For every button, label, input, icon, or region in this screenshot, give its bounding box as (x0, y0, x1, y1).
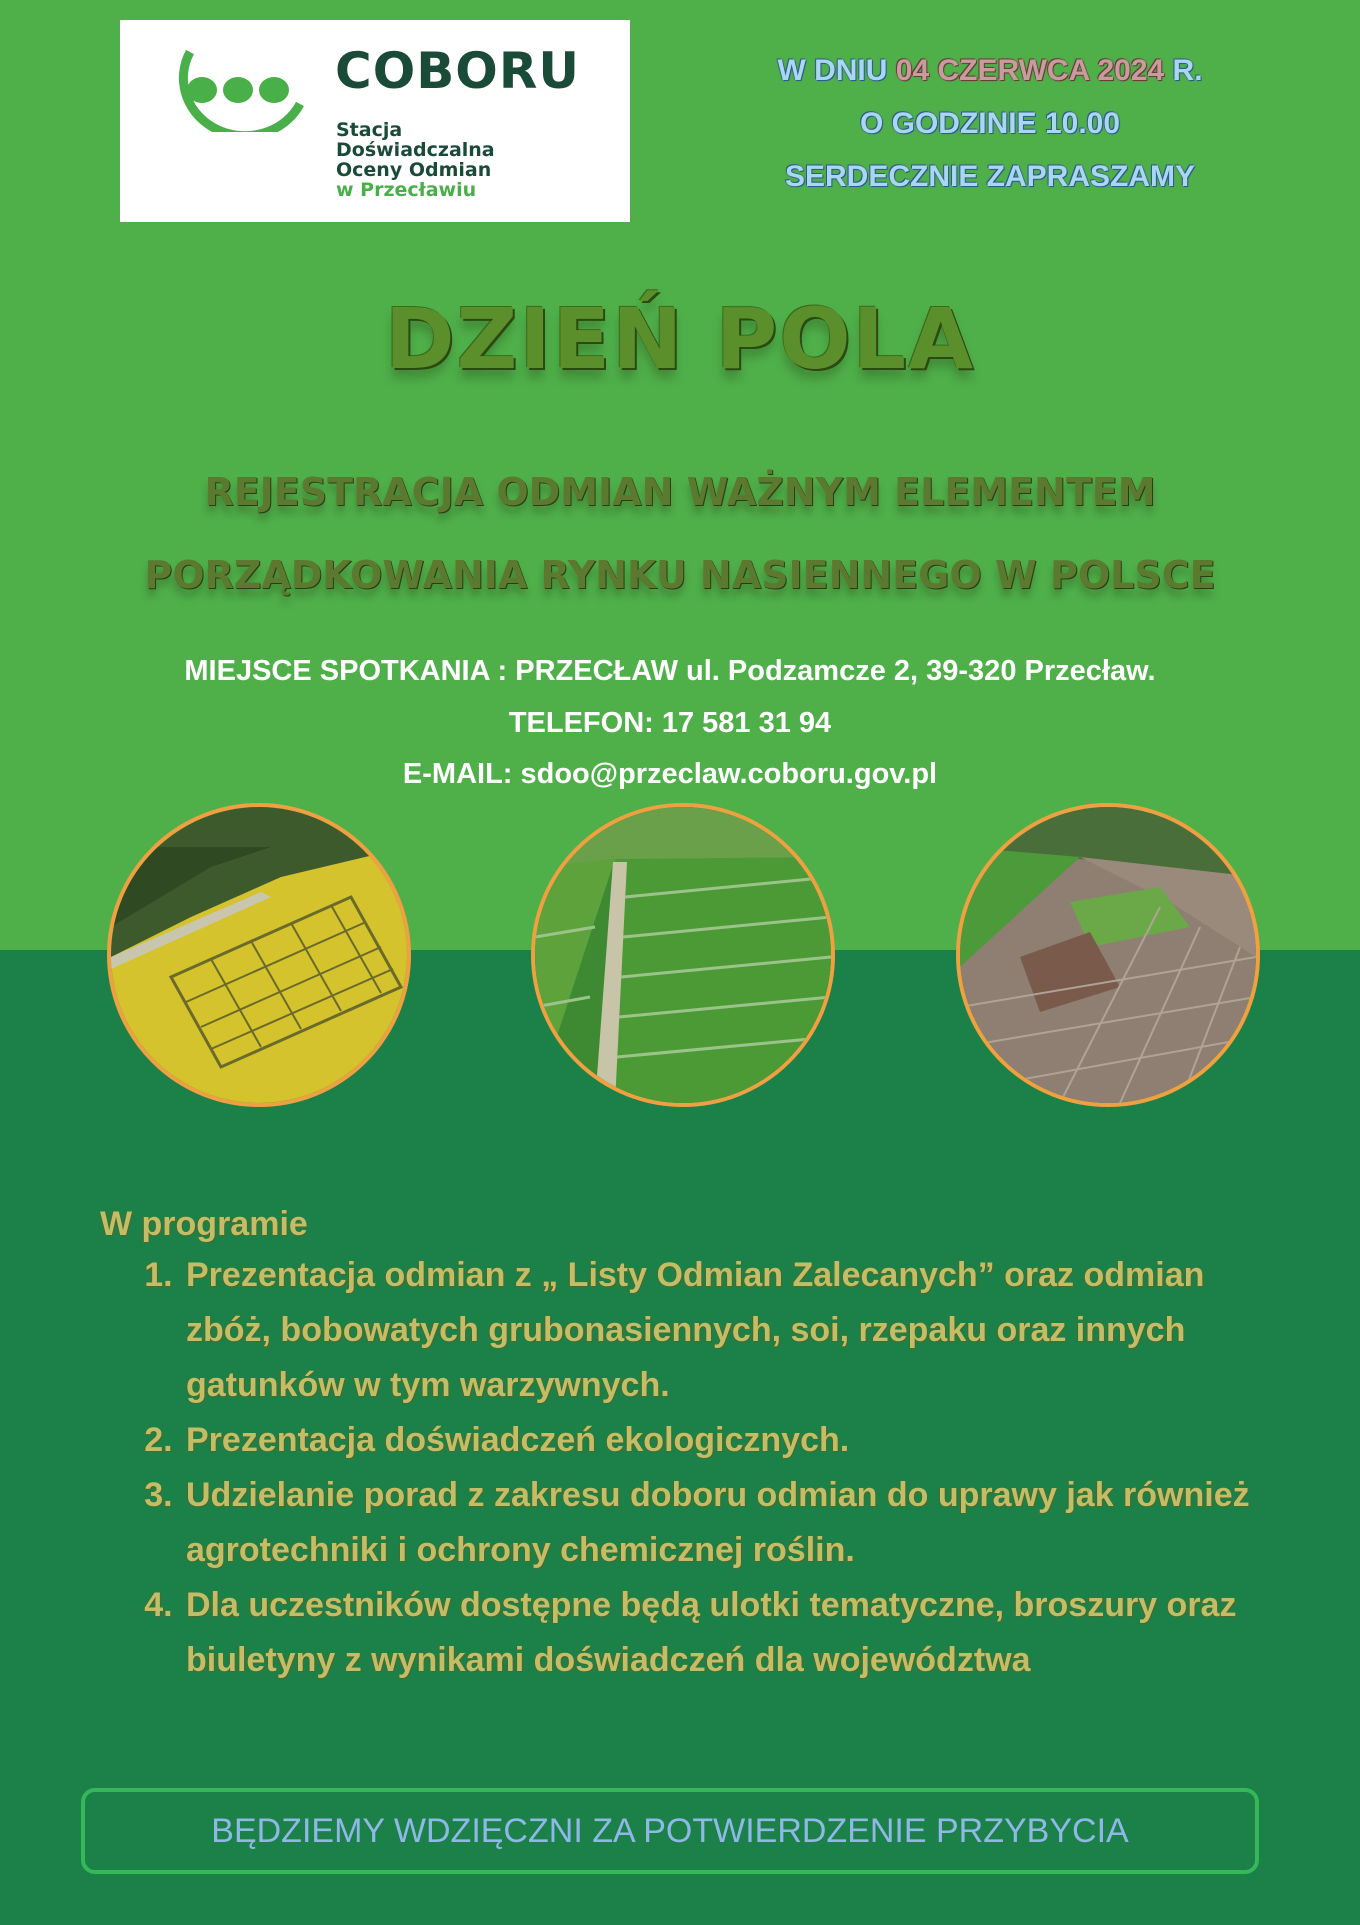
logo-brand: COBORU (335, 42, 580, 100)
coboru-logo-icon (150, 42, 310, 132)
rsvp-banner (81, 1788, 1259, 1874)
meeting-place: MIEJSCE SPOTKANIA : PRZECŁAW ul. Podzamcze 2, 39-320 Przecław. (184, 655, 1156, 687)
event-date-block: W DNIU 04 CZERWCA 2024 R. O GODZINIE 10.00 SERDECZNIE ZAPRASZAMY (690, 44, 1290, 203)
event-date: 04 CZERWCA 2024 (895, 54, 1165, 87)
invitation-text: SERDECZNIE ZAPRASZAMY (784, 160, 1196, 193)
phone-number: TELEFON: 17 581 31 94 (508, 707, 832, 739)
page-title: DZIEŃ POLA (384, 290, 976, 388)
field-photo-plots (956, 803, 1260, 1107)
program-item: 1. Prezentacja odmian z „ Listy Odmian Zalecanych” oraz odmian zbóż, bobowatych grubonasiennych, soi, rzepaku oraz innych gatunków w tym warzywnych. (182, 1248, 1280, 1413)
field-photo-cereals (531, 803, 835, 1107)
program-section (100, 1205, 1280, 1688)
subtitle-line-2: PORZĄDKOWANIA RYNKU NASIENNEGO W POLSCE (144, 553, 1216, 597)
event-time: O GODZINIE 10.00 (859, 107, 1121, 140)
subtitle-line-1: REJESTRACJA ODMIAN WAŻNYM ELEMENTEM (204, 470, 1156, 514)
program-heading: W programie (100, 1205, 308, 1243)
program-item: 3. Udzielanie porad z zakresu doboru odmian do uprawy jak również agrotechniki i ochrony chemicznej roślin. (182, 1468, 1280, 1578)
program-item: 4. Dla uczestników dostępne będą ulotki tematyczne, broszury oraz biuletyny z wynikami doświadczeń dla województwa (182, 1578, 1280, 1688)
logo-location: w Przecławiu (336, 179, 477, 201)
field-photo-rapeseed (107, 803, 411, 1107)
rsvp-text: BĘDZIEMY WDZIĘCZNI ZA POTWIERDZENIE PRZYBYCIA (211, 1811, 1129, 1850)
email-address[interactable]: E-MAIL: sdoo@przeclaw.coboru.gov.pl (402, 758, 938, 790)
program-item: 2. Prezentacja doświadczeń ekologicznych. (182, 1413, 1280, 1468)
coboru-logo (120, 20, 630, 222)
program-list (100, 1248, 1280, 1688)
logo-subtitle: Stacja Doświadczalna Oceny Odmian w Przecławiu (336, 119, 495, 201)
